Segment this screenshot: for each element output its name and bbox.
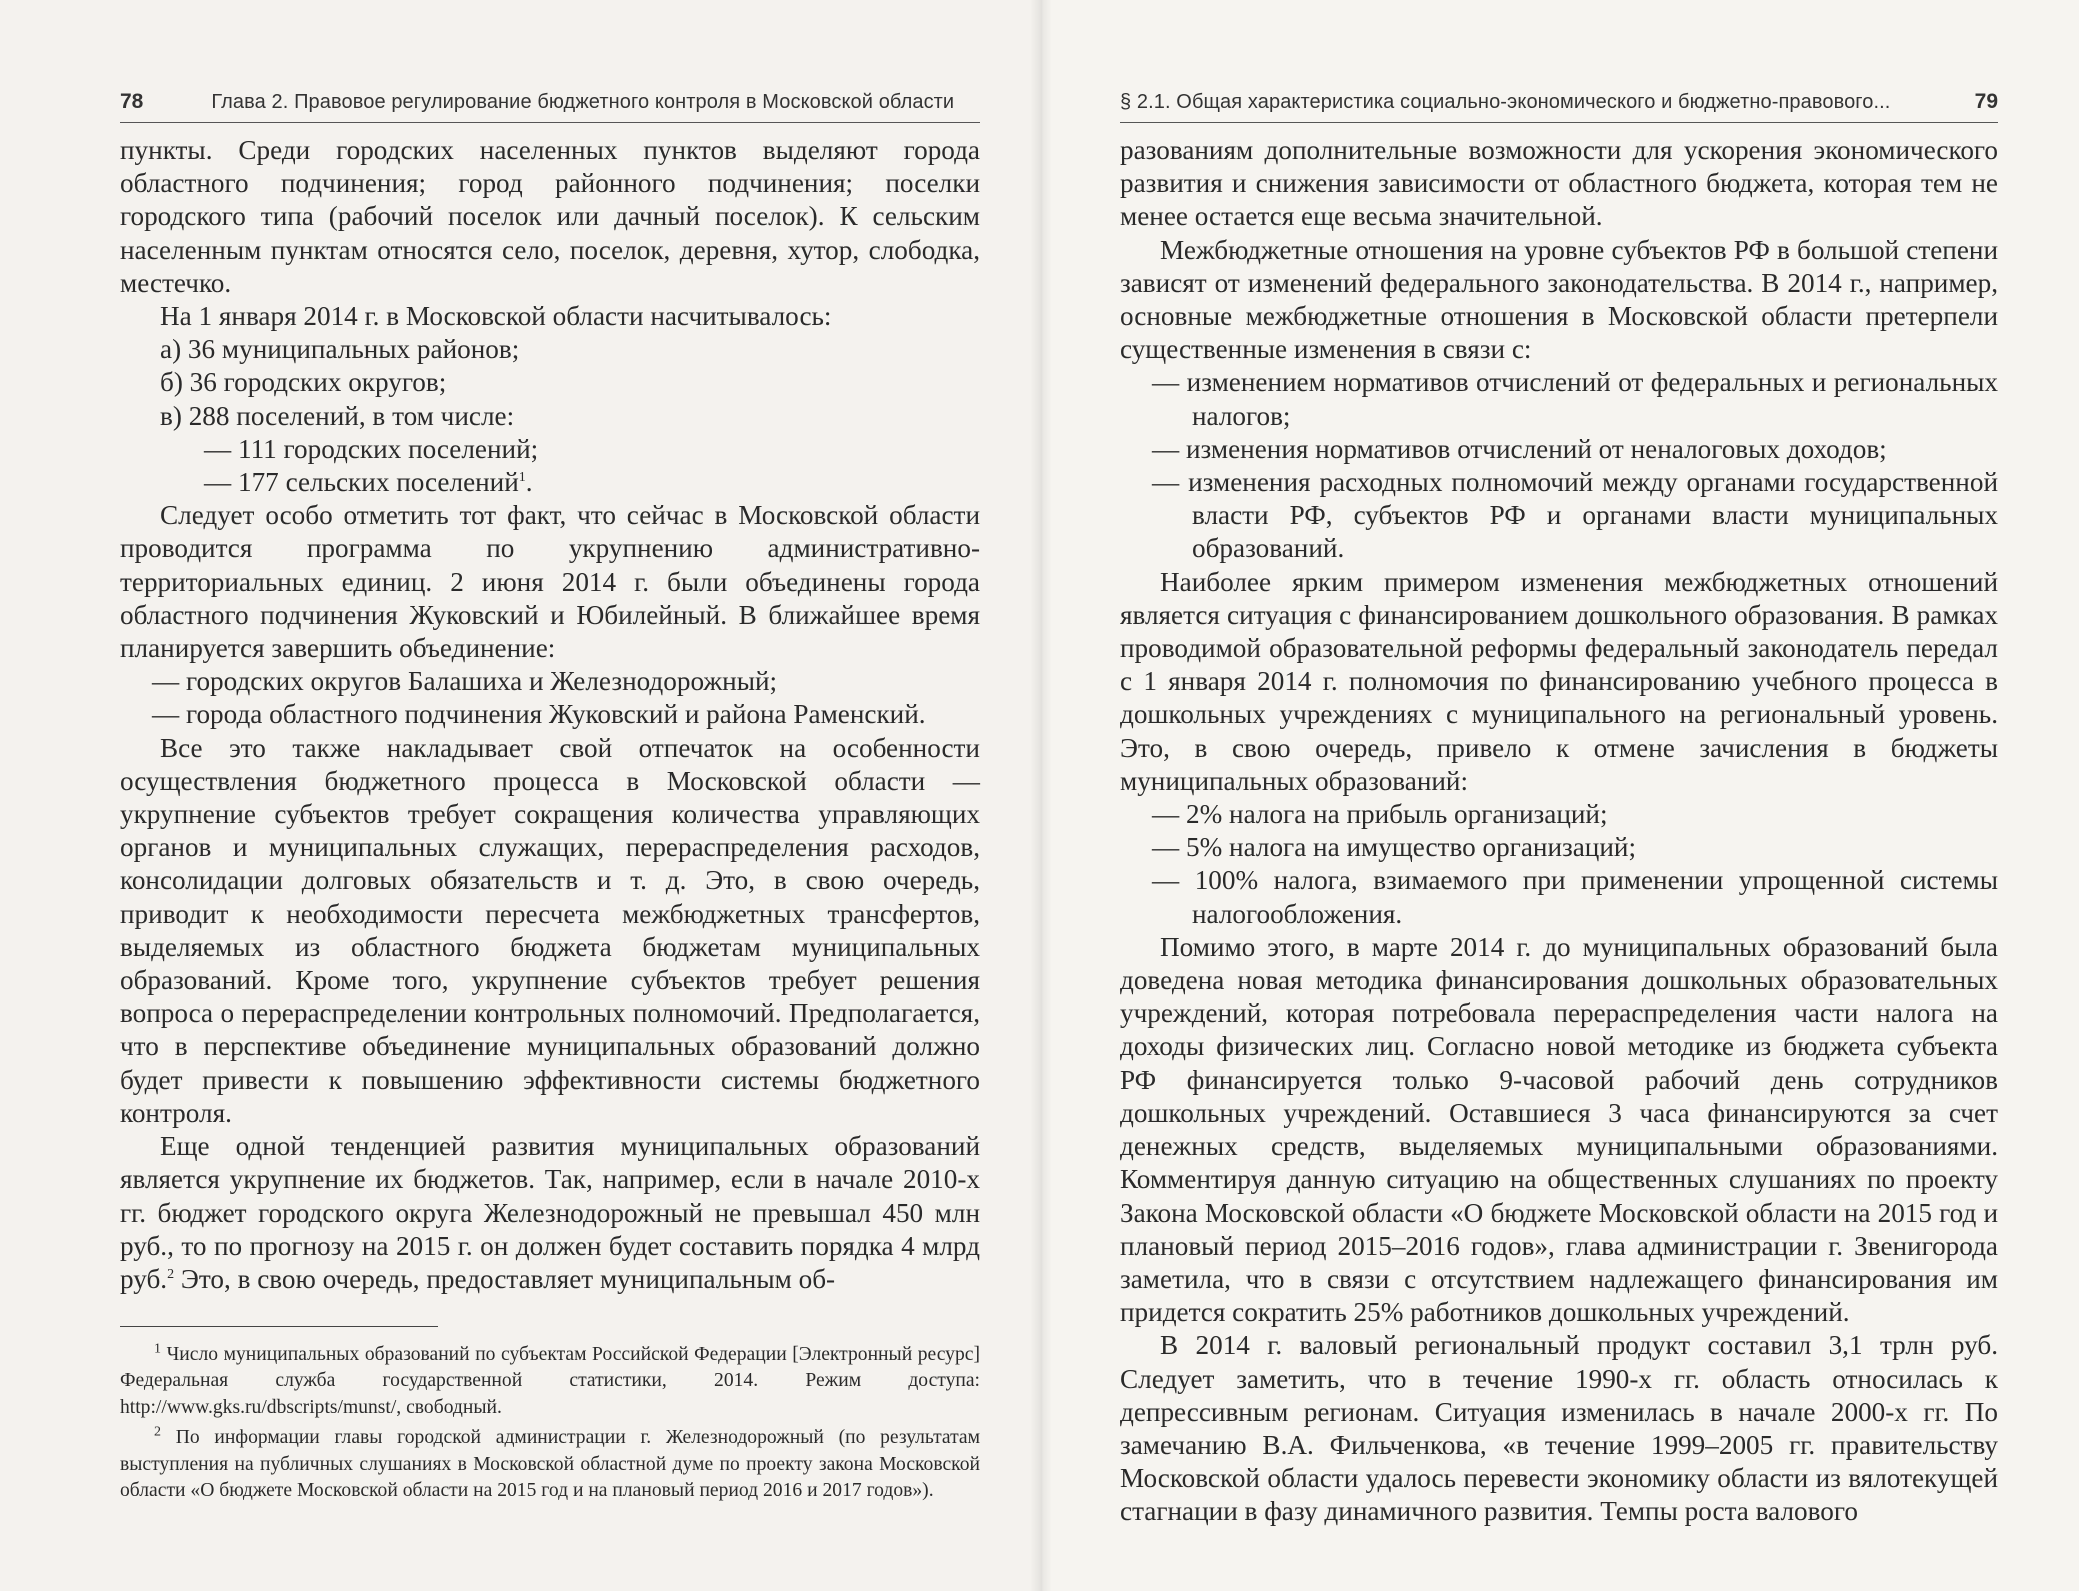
right-running-header (1120, 82, 1998, 123)
paragraph: Наиболее ярким примером изменения межбюджетных отношений является ситуация с финансированием дошкольного образования. В рамках проводимой образовательной реформы федеральный законодатель передал с 1 января 2014 г. полномочия по финансированию учебного процесса в дошкольных учреждениях с муниципального на региональный уровень. Это, в свою очередь, привело к отмене зачисления в бюджеты муниципальных образований: (1120, 566, 1998, 796)
list-item: а) 36 муниципальных районов; (160, 334, 520, 365)
left-running-header (120, 82, 980, 123)
paragraph: пункты. Среди городских населенных пунктов выделяют города областного подчинения; город районного подчинения; поселки городского типа (рабочий поселок или дачный поселок). К сельским населенным пунктам относятся село, поселок, деревня, хутор, слободка, местечко. (120, 135, 980, 298)
paragraph: На 1 января 2014 г. в Московской области насчитывалось: (160, 301, 832, 332)
right-page (1040, 0, 2079, 1591)
dash-item: — изменением нормативов отчислений от федеральных и региональных налогов; (1152, 367, 1998, 431)
dash-item: — 2% налога на прибыль организаций; (1152, 799, 1608, 830)
footnote-text: Число муниципальных образований по субъектам Российской Федерации [Электронный ресурс] Федеральная служба государственной статистики, 2014. Режим доступа: http://www.gks.ru/dbscripts/munst/, свободный. (120, 1344, 980, 1418)
list-subitem-end: . (525, 467, 533, 498)
paragraph-text: Это, в свою очередь, предоставляет муниципальным об- (174, 1263, 836, 1294)
list-subitem (120, 466, 980, 499)
left-header-title: Глава 2. Правовое регулирование бюджетного контроля в Московской области (211, 90, 955, 113)
list-item: в) 288 поселений, в том числе: (160, 400, 515, 431)
footnote-text: По информации главы городской администрации г. Железнодорожный (по результатам выступления на публичных слушаниях в Московской областной думе по проекту закона Московской области «О бюджете Московской области на 2015 год и на плановый период 2016 и 2017 годов»). (120, 1427, 980, 1502)
footnotes (120, 1342, 980, 1508)
paragraph-text: Еще одной тенденцией развития муниципальных образований является укрупнение их бюджетов. Так, например, если в начале 2010-х гг. бюджет городского округа Железнодорожный не превышал 450 млн руб., то по прогнозу на 2015 г. он должен будет составить порядка 4 млрд руб. (120, 1131, 980, 1294)
dash-item: — городских округов Балашиха и Железнодорожный; (152, 666, 778, 697)
paragraph: разованиям дополнительные возможности для ускорения экономического развития и снижения зависимости от областного бюджета, которая тем не менее остается еще весьма значительной. (1120, 135, 1998, 232)
footnote-ref: 1 (518, 469, 526, 485)
right-body-text (1120, 134, 1998, 1529)
footnote-divider (120, 1326, 438, 1327)
book-gutter (1030, 0, 1052, 1591)
footnote-mark: 1 (154, 1341, 161, 1357)
footnote-1 (120, 1342, 980, 1421)
dash-item: — изменения нормативов отчислений от неналоговых доходов; (1152, 433, 1887, 464)
footnote-mark: 2 (154, 1424, 161, 1440)
list-subitem-text: — 177 сельских поселений (204, 467, 519, 498)
footnote-ref: 2 (167, 1266, 175, 1282)
dash-item: — 5% налога на имущество организаций; (1152, 832, 1636, 863)
paragraph (120, 1130, 980, 1296)
paragraph: Помимо этого, в марте 2014 г. до муниципальных образований была доведена новая методика финансирования дошкольных образовательных учреждений, которая потребовала перераспределения части налога на доходы физических лиц. Согласно новой методике из бюджета субъекта РФ финансируется только 9-часовой рабочий день сотрудников дошкольных учреждений. Оставшиеся 3 часа финансируются за счет денежных средств, выделяемых муниципальными образованиями. Комментируя данную ситуацию на общественных слушаниях по проекту Закона Московской области «О бюджете Московской области на 2015 год и плановый период 2015–2016 годов», глава администрации г. Звенигорода заметила, что в связи с отсутствием надлежащего финансирования им придется сократить 25% работников дошкольных учреждений. (1120, 931, 1998, 1328)
paragraph: Следует особо отметить тот факт, что сейчас в Московской области проводится программа по укрупнению административно-территориальных единиц. 2 июня 2014 г. были объединены города областного подчинения Жуковский и Юбилейный. В ближайшее время планируется завершить объединение: (120, 500, 980, 664)
footnote-2 (120, 1425, 980, 1504)
dash-item: — изменения расходных полномочий между органами государственной власти РФ, субъектов РФ и органами власти муниципальных образований. (1152, 467, 1998, 564)
left-page-number: 78 (120, 90, 144, 113)
list-subitem: — 111 городских поселений; (204, 433, 539, 464)
paragraph: Межбюджетные отношения на уровне субъектов РФ в большой степени зависят от изменений федерального законодательства. В 2014 г., например, основные межбюджетные отношения в Московской области претерпели существенные изменения в связи с: (1120, 234, 1998, 365)
paragraph: В 2014 г. валовый региональный продукт составил 3,1 трлн руб. Следует заметить, что в течение 1990-х гг. область относилась к депрессивным регионам. Ситуация изменилась в начале 2000-х гг. По замечанию В.А. Фильченкова, «в течение 1999–2005 гг. правительству Московской области удалось перевести экономику области из вялотекущей стагнации в фазу динамичного развития. Темпы роста валового (1120, 1330, 1998, 1527)
right-header-title: § 2.1. Общая характеристика социально-экономического и бюджетно-правового... (1120, 90, 1891, 113)
left-body-text (120, 134, 980, 1296)
dash-item: — города областного подчинения Жуковский и района Раменский. (152, 699, 926, 730)
paragraph: Все это также накладывает свой отпечаток на особенности осуществления бюджетного процесса в Московской области — укрупнение субъектов требует сокращения количества управляющих органов и муниципальных служащих, перераспределения расходов, консолидации долговых обязательств и т. д. Это, в свою очередь, приводит к необходимости пересчета межбюджетных трансфертов, выделяемых из областного бюджета бюджетам муниципальных образований. Кроме того, укрупнение субъектов требует решения вопроса о перераспределении контрольных полномочий. Предполагается, что в перспективе объединение муниципальных образований должно будет привести к повышению эффективности системы бюджетного контроля. (120, 732, 980, 1128)
right-page-number: 79 (1974, 90, 1998, 113)
dash-item: — 100% налога, взимаемого при применении упрощенной системы налогообложения. (1152, 865, 1998, 929)
list-item: б) 36 городских округов; (160, 367, 447, 398)
